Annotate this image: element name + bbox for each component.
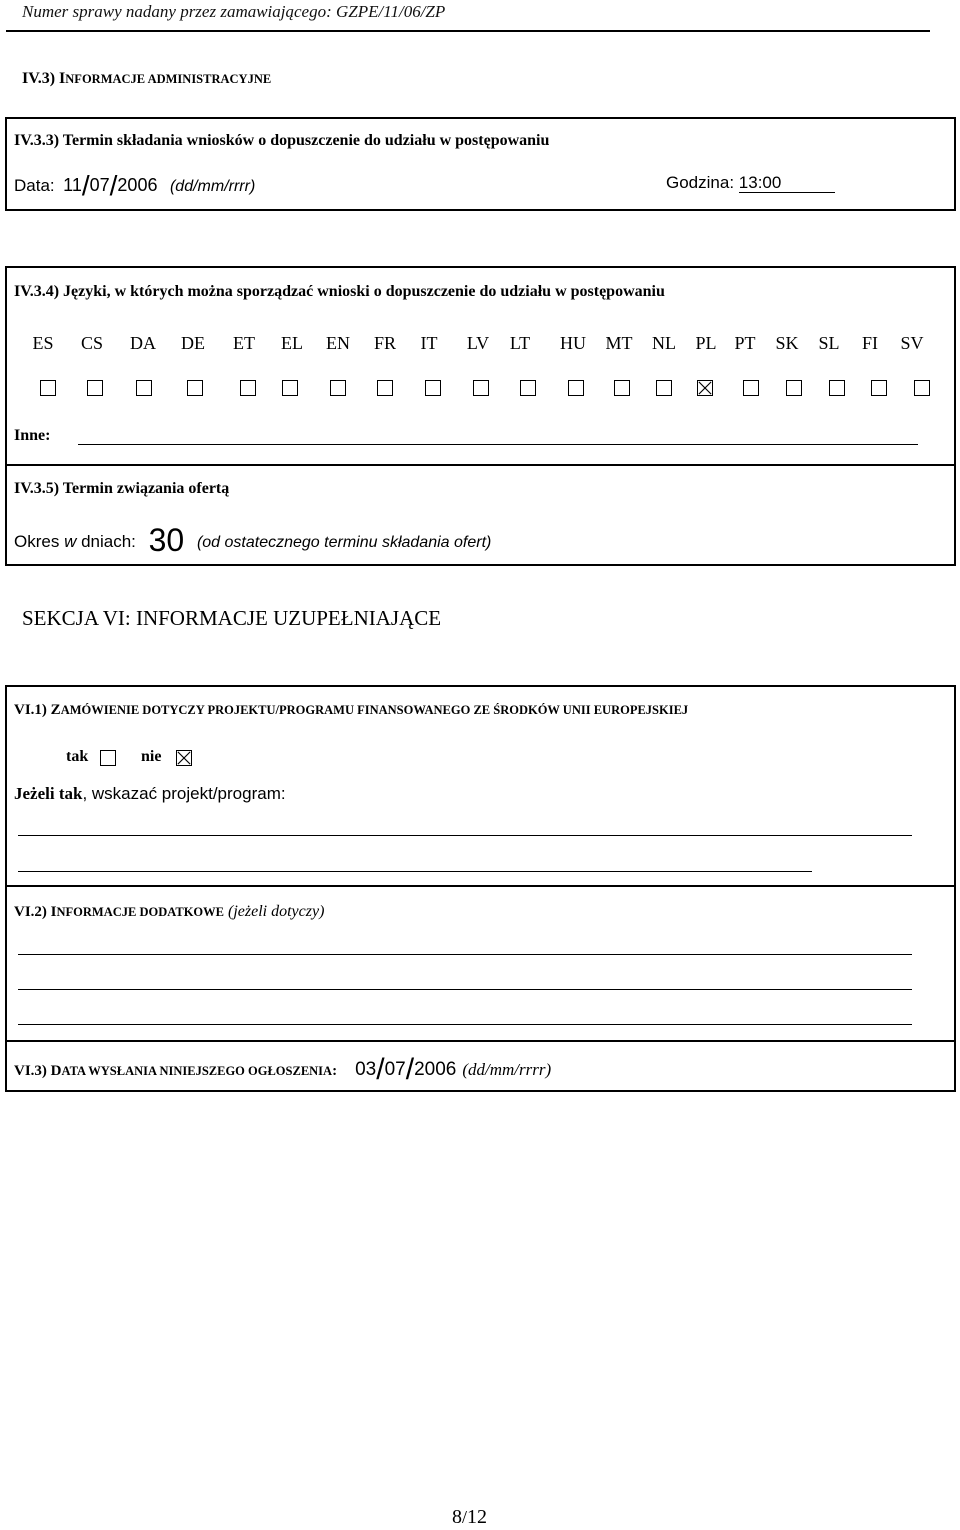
iv33-date-row	[14, 170, 255, 202]
section-iv3-initial: I	[59, 70, 66, 87]
language-checkbox-es[interactable]	[40, 380, 56, 396]
language-code-fr: FR	[373, 333, 397, 353]
section-iv3-title	[22, 70, 271, 88]
date-year: 2006	[117, 175, 158, 195]
page-total: 12	[467, 1506, 488, 1528]
vi3-title	[14, 1063, 337, 1079]
language-code-de: DE	[181, 333, 205, 353]
vi2-initial: I	[50, 904, 57, 920]
language-code-pt: PT	[734, 333, 756, 353]
language-checkbox-nl[interactable]	[656, 380, 672, 396]
language-code-cs: CS	[80, 333, 104, 353]
language-checkbox-el[interactable]	[282, 380, 298, 396]
vi1-no-checkbox[interactable]	[176, 750, 192, 766]
vi1-title	[14, 702, 688, 719]
date-slash-2: /	[109, 170, 118, 201]
language-code-nl: NL	[652, 333, 676, 353]
page-slash: /	[462, 1507, 468, 1527]
document-reference-header: Numer sprawy nadany przez zamawiającego: GZPE/11/06/ZP	[22, 2, 446, 21]
language-checkbox-hu[interactable]	[568, 380, 584, 396]
period-label-w: w	[64, 532, 77, 551]
section-vi-title: SEKCJA VI: INFORMACJE UZUPEŁNIAJĄCE	[22, 606, 442, 630]
vi3-slash-2: /	[405, 1053, 415, 1086]
language-code-et: ET	[233, 333, 255, 353]
vi3-slash-1: /	[376, 1053, 385, 1086]
vi2-number: VI.2)	[14, 904, 51, 920]
language-checkbox-lv[interactable]	[473, 380, 489, 396]
language-checkbox-fi[interactable]	[871, 380, 887, 396]
vi1-smallcaps: AMÓWIENIE DOTYCZY PROJEKTU/PROGRAMU FINANSOWANEGO ZE ŚRODKÓW UNII EUROPEJSKIEJ	[60, 703, 689, 717]
language-checkbox-cs[interactable]	[87, 380, 103, 396]
vi1-initial: Z	[50, 702, 61, 718]
language-checkbox-mt[interactable]	[614, 380, 630, 396]
language-code-el: EL	[281, 333, 303, 353]
language-code-da: DA	[130, 333, 156, 353]
language-code-sv: SV	[900, 333, 924, 353]
vi1-yes-label: tak	[66, 748, 89, 765]
iv34-title: IV.3.4) Języki, w których można sporządzać wnioski o dopuszczenie do udziału w postępowaniu	[14, 283, 665, 300]
time-label: Godzina:	[666, 173, 735, 192]
language-code-sk: SK	[775, 333, 799, 353]
language-code-en: EN	[326, 333, 350, 353]
date-format-hint: (dd/mm/rrrr)	[169, 178, 256, 195]
period-days-value: 30	[148, 522, 185, 558]
language-code-es: ES	[32, 333, 54, 353]
page-number	[452, 1506, 487, 1529]
language-checkbox-et[interactable]	[240, 380, 256, 396]
section-iv3-smallcaps: NFORMACJE ADMINISTRACYJNE	[65, 72, 272, 86]
check-cross-icon	[177, 751, 191, 765]
period-label-okres: Okres	[14, 532, 65, 551]
language-checkbox-fr[interactable]	[377, 380, 393, 396]
language-checkbox-pt[interactable]	[743, 380, 759, 396]
language-code-pl: PL	[695, 333, 717, 353]
vi3-row	[14, 1053, 551, 1087]
language-code-it: IT	[420, 333, 438, 353]
vi2-note: (jeżeli dotyczy)	[224, 903, 325, 920]
vi3-smallcaps: ATA WYSŁANIA NINIEJSZEGO OGŁOSZENIA	[61, 1064, 333, 1078]
language-checkbox-en[interactable]	[330, 380, 346, 396]
date-day: 11	[63, 175, 82, 195]
vi3-colon: :	[332, 1063, 338, 1079]
vi3-number: VI.3)	[14, 1063, 51, 1079]
date-slash-1: /	[81, 170, 90, 201]
section-iv3-number: IV.3)	[22, 70, 60, 87]
vi1-no-label: nie	[141, 748, 162, 765]
language-checkbox-da[interactable]	[136, 380, 152, 396]
additional-info-line-1[interactable]	[18, 954, 912, 955]
language-checkbox-pl[interactable]	[697, 380, 713, 396]
if-yes-instruction: , wskazać projekt/program:	[82, 784, 286, 803]
language-checkbox-de[interactable]	[187, 380, 203, 396]
language-checkbox-it[interactable]	[425, 380, 441, 396]
language-code-lt: LT	[509, 333, 531, 353]
time-value: 13:00	[739, 174, 835, 193]
period-label	[14, 532, 136, 551]
iv33-time	[666, 173, 835, 193]
vi3-format: (dd/mm/rrrr)	[462, 1060, 552, 1079]
language-code-lv: LV	[466, 333, 490, 353]
vi2-title	[14, 903, 324, 921]
vi3-initial: D	[50, 1063, 62, 1079]
vi1-yes-checkbox[interactable]	[100, 750, 116, 766]
project-program-line-2[interactable]	[18, 871, 812, 872]
vi3-month: 07	[384, 1059, 406, 1080]
iv35-title: IV.3.5) Termin związania ofertą	[14, 480, 230, 497]
iv33-title: IV.3.3) Termin składania wniosków o dopuszczenie do udziału w postępowaniu	[14, 132, 550, 149]
header-divider	[6, 30, 930, 32]
period-label-dniach: dniach:	[76, 532, 136, 551]
language-code-fi: FI	[861, 333, 878, 353]
vi3-day: 03	[355, 1059, 377, 1080]
vi1-number: VI.1)	[14, 702, 51, 718]
other-languages-field[interactable]	[78, 444, 918, 445]
language-checkbox-sl[interactable]	[829, 380, 845, 396]
language-code-sl: SL	[818, 333, 840, 353]
other-languages-label: Inne:	[14, 427, 51, 444]
date-month: 07	[89, 175, 110, 195]
additional-info-line-3[interactable]	[18, 1024, 912, 1025]
project-program-line-1[interactable]	[18, 835, 912, 836]
additional-info-line-2[interactable]	[18, 989, 912, 990]
page-current: 8	[452, 1506, 462, 1528]
check-cross-icon	[698, 381, 712, 395]
language-checkbox-lt[interactable]	[520, 380, 536, 396]
vi1-if-yes-row	[14, 784, 286, 804]
period-note: (od ostatecznego terminu składania ofert)	[196, 534, 492, 551]
date-label: Data:	[14, 176, 55, 195]
language-code-hu: HU	[560, 333, 586, 353]
vi2-smallcaps: NFORMACJE DODATKOWE	[56, 905, 224, 919]
language-checkbox-sk[interactable]	[786, 380, 802, 396]
iv35-period-row	[14, 522, 491, 559]
if-yes-bold: Jeżeli tak	[14, 784, 83, 803]
vi3-year: 2006	[414, 1059, 457, 1080]
language-checkbox-sv[interactable]	[914, 380, 930, 396]
language-code-mt: MT	[605, 333, 633, 353]
